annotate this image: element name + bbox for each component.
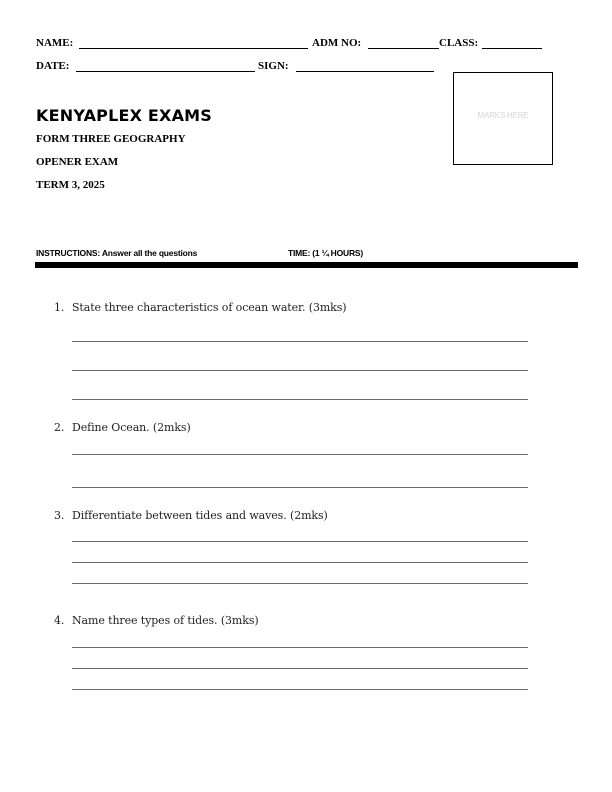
answer-line[interactable]	[72, 541, 528, 542]
question-text: Differentiate between tides and waves. (2mks)	[72, 509, 328, 522]
answer-line[interactable]	[72, 487, 528, 488]
exam-title: OPENER EXAM	[36, 156, 119, 168]
instructions-text: INSTRUCTIONS: Answer all the questions	[36, 248, 198, 258]
answer-line[interactable]	[72, 454, 528, 455]
question-text: State three characteristics of ocean water. (3mks)	[72, 301, 347, 314]
sign-field[interactable]	[296, 71, 434, 72]
section-divider	[35, 262, 578, 268]
term-title: TERM 3, 2025	[36, 179, 105, 191]
marks-box	[453, 72, 553, 165]
class-field[interactable]	[482, 48, 542, 49]
sign-label: SIGN:	[258, 60, 289, 72]
question-number: 4.	[54, 614, 65, 627]
question-text: Define Ocean. (2mks)	[72, 421, 191, 434]
question-number: 1.	[54, 301, 65, 314]
time-allowed: TIME: (1 ¼ HOURS)	[288, 248, 363, 258]
class-label: CLASS:	[439, 37, 479, 49]
subject-title: FORM THREE GEOGRAPHY	[36, 133, 186, 145]
question-number: 3.	[54, 509, 65, 522]
answer-line[interactable]	[72, 689, 528, 690]
answer-line[interactable]	[72, 562, 528, 563]
question-number: 2.	[54, 421, 65, 434]
adm-no-field[interactable]	[368, 48, 439, 49]
answer-line[interactable]	[72, 341, 528, 342]
marks-box-label: MARKS HERE	[477, 111, 529, 120]
name-label: NAME:	[36, 37, 74, 49]
question-text: Name three types of tides. (3mks)	[72, 614, 259, 627]
adm-no-label: ADM NO:	[312, 37, 362, 49]
date-label: DATE:	[36, 60, 70, 72]
answer-line[interactable]	[72, 399, 528, 400]
answer-line[interactable]	[72, 583, 528, 584]
answer-line[interactable]	[72, 370, 528, 371]
brand-title: KENYAPLEX EXAMS	[36, 106, 213, 125]
answer-line[interactable]	[72, 647, 528, 648]
name-field[interactable]	[79, 48, 308, 49]
date-field[interactable]	[76, 71, 255, 72]
answer-line[interactable]	[72, 668, 528, 669]
